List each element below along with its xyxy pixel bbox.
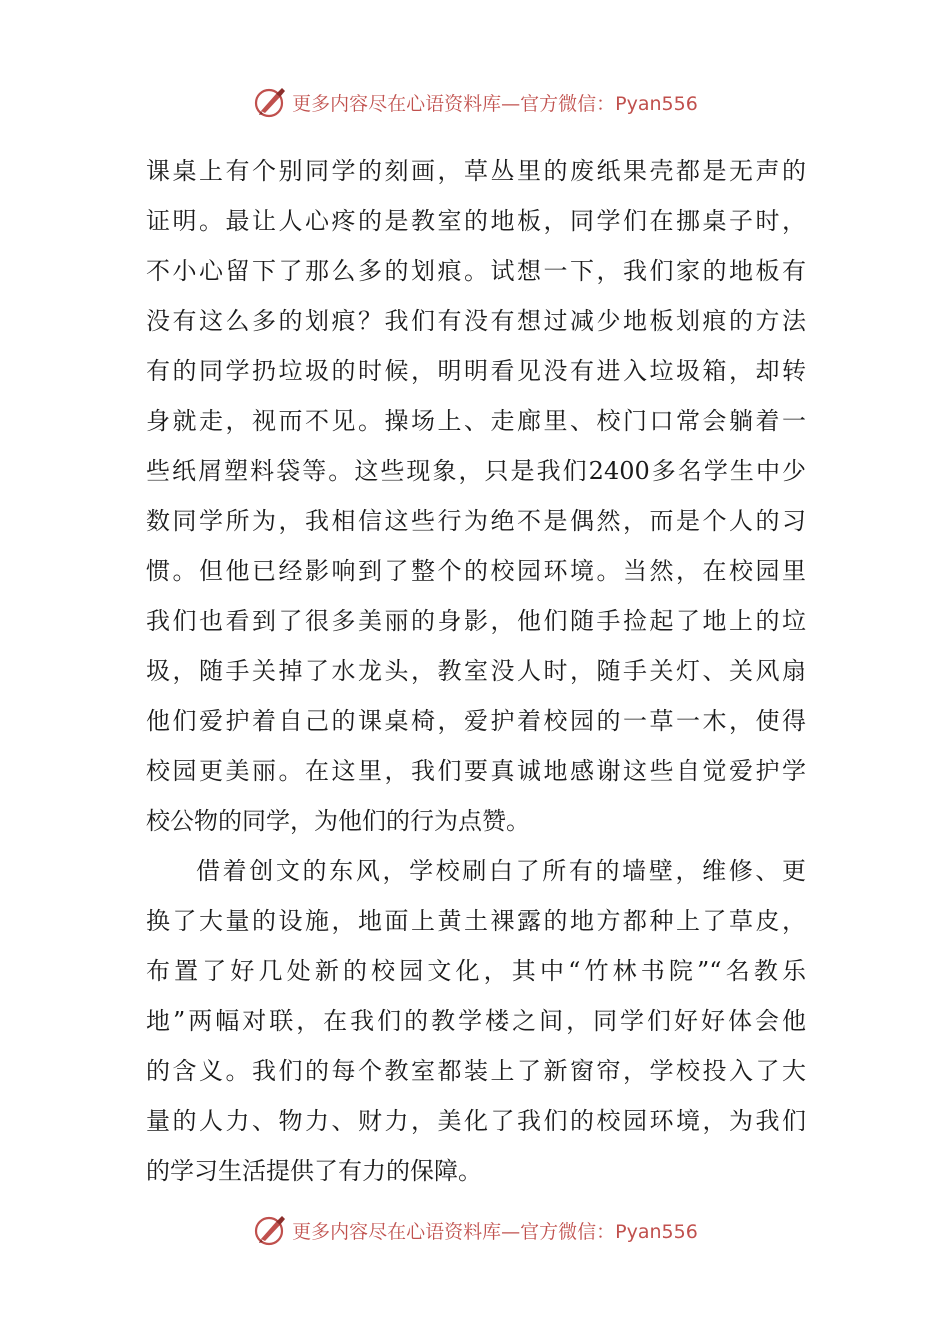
paragraph-1 [146,146,806,846]
text-line: 惯。但他已经影响到了整个的校园环境。当然，在校园里 [146,557,806,585]
text-line: 数同学所为，我相信这些行为绝不是偶然，而是个人的习 [146,507,806,535]
paragraph-2 [146,846,806,1196]
watermark-wechat-id: Pyan556 [615,92,698,115]
watermark-text [292,89,698,116]
document-body [146,146,806,1196]
text-line: 我们也看到了很多美丽的身影，他们随手捡起了地上的垃 [146,607,806,635]
text-line: 他们爱护着自己的课桌椅，爱护着校园的一草一木，使得 [146,707,806,735]
header-watermark [0,80,950,124]
text-line: 没有这么多的划痕？我们有没有想过减少地板划痕的方法 [146,307,806,335]
text-line: 布置了好几处新的校园文化，其中“竹林书院”“名教乐 [146,957,806,985]
watermark-wechat-id: Pyan556 [615,1220,698,1243]
text-line: 校园更美丽。在这里，我们要真诚地感谢这些自觉爱护学 [146,757,806,785]
text-line: 校公物的同学，为他们的行为点赞。 [146,807,530,835]
footer-watermark [0,1208,950,1252]
watermark-text-cn: 更多内容尽在心语资料库—官方微信： [292,1220,616,1243]
pen-logo-icon [252,84,288,120]
text-line: 借着创文的东风，学校刷白了所有的墙壁，维修、更 [196,857,806,885]
text-line: 量的人力、物力、财力，美化了我们的校园环境，为我们 [146,1107,806,1135]
text-line: 地”两幅对联，在我们的教学楼之间，同学们好好体会他 [146,1007,806,1035]
text-line: 身就走，视而不见。操场上、走廊里、校门口常会躺着一 [146,407,806,435]
text-line: 课桌上有个别同学的刻画，草丛里的废纸果壳都是无声的 [146,157,806,185]
text-line: 些纸屑塑料袋等。这些现象，只是我们2400多名学生中少 [146,457,806,485]
text-line: 圾，随手关掉了水龙头，教室没人时，随手关灯、关风扇 [146,657,806,685]
watermark-text-cn: 更多内容尽在心语资料库—官方微信： [292,92,616,115]
watermark-text [292,1217,698,1244]
text-line: 的学习生活提供了有力的保障。 [146,1157,482,1185]
text-line: 不小心留下了那么多的划痕。试想一下，我们家的地板有 [146,257,806,285]
text-line: 的含义。我们的每个教室都装上了新窗帘，学校投入了大 [146,1057,806,1085]
text-line: 换了大量的设施，地面上黄土裸露的地方都种上了草皮， [146,907,806,935]
pen-logo-icon [252,1212,288,1248]
text-line: 有的同学扔垃圾的时候，明明看见没有进入垃圾箱，却转 [146,357,806,385]
text-line: 证明。最让人心疼的是教室的地板，同学们在挪桌子时， [146,207,806,235]
